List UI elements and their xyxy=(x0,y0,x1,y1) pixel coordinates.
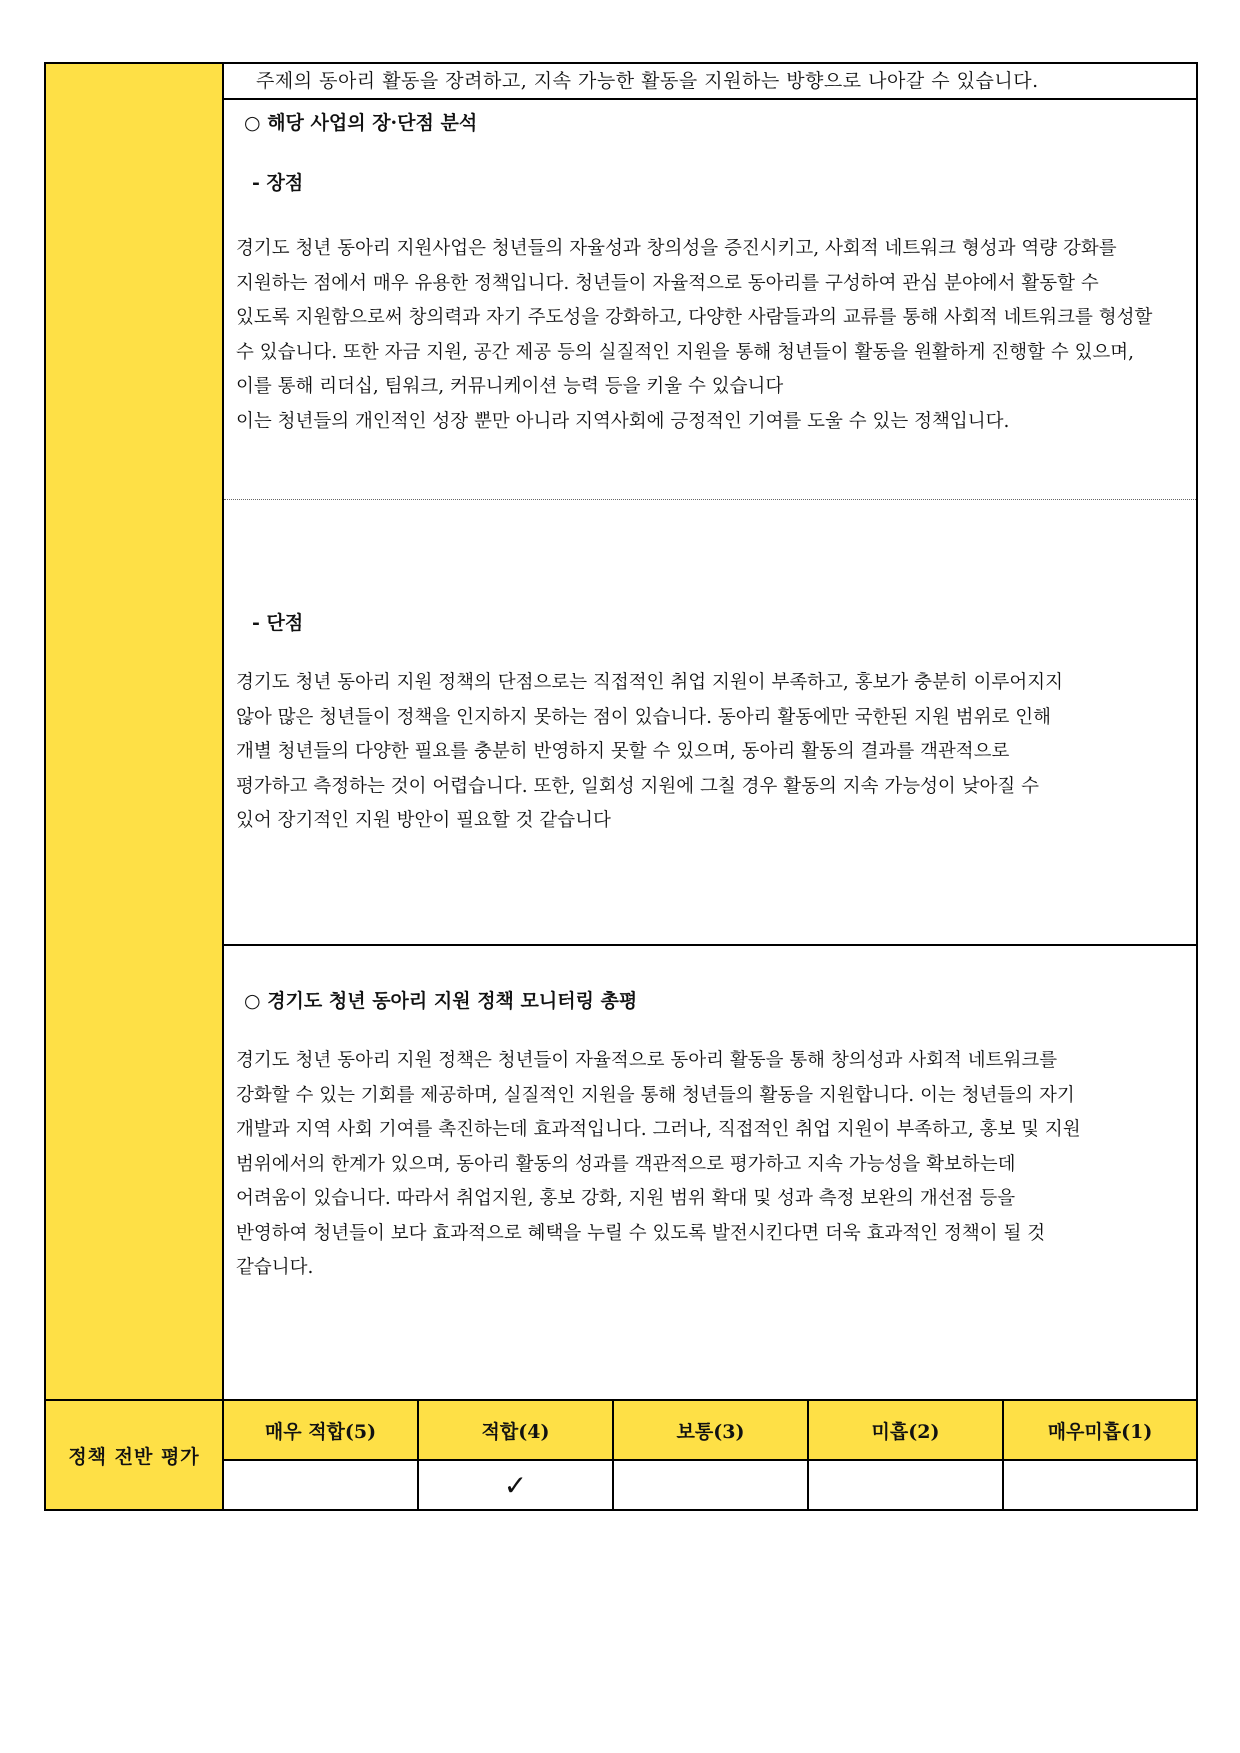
advantages-section xyxy=(224,100,1196,500)
advantages-title: - 장점 xyxy=(252,172,304,194)
rating-option-3: 보통(3) xyxy=(614,1401,809,1461)
disadvantages-title: - 단점 xyxy=(252,612,304,634)
summary-section xyxy=(224,946,1196,1399)
evaluation-table xyxy=(44,62,1198,1511)
continued-text-row: 주제의 동아리 활동을 장려하고, 지속 가능한 활동을 지원하는 방향으로 나아갈 수 있습니다. xyxy=(224,64,1196,100)
rating-cell-5[interactable] xyxy=(224,1461,419,1509)
analysis-heading: ○ 해당 사업의 장·단점 분석 xyxy=(244,112,478,134)
disadvantages-text: 경기도 청년 동아리 지원 정책의 단점으로는 직접적인 취업 지원이 부족하고, 홍보가 충분히 이루어지지 않아 많은 청년들이 정책을 인지하지 못하는 점이 있습니다. 동아리 활동에만 국한된 지원 범위로 인해 개별 청년들의 다양한 필요를 충분히 반영하지 못할 수 있으며, 동아리 활동의 결과를 객관적으로 평가하고 측정하는 것이 어렵습니다. 또한, 일회성 지원에 그칠 경우 활동의 지속 가능성이 낮아질 수 있어 장기적인 지원 방안이 필요할 것 같습니다 xyxy=(236,672,1064,831)
rating-table xyxy=(224,1399,1196,1509)
rating-option-4: 적합(4) xyxy=(419,1401,614,1461)
left-label-column xyxy=(46,64,224,1399)
summary-text: 경기도 청년 동아리 지원 정책은 청년들이 자율적으로 동아리 활동을 통해 창의성과 사회적 네트워크를 강화할 수 있는 기회를 제공하며, 실질적인 지원을 통해 청년들의 활동을 지원합니다. 이는 청년들의 자기 개발과 지역 사회 기여를 촉진하는데 효과적입니다. 그러나, 직접적인 취업 지원이 부족하고, 홍보 및 지원 범위에서의 한계가 있으며, 동아리 활동의 성과를 객관적으로 평가하고 지속 가능성을 확보하는데 어려움이 있습니다. 따라서 취업지원, 홍보 강화, 지원 범위 확대 및 성과 측정 보완의 개선점 등을 반영하여 청년들이 보다 효과적으로 혜택을 누릴 수 있도록 발전시킨다면 더욱 효과적인 정책이 될 것 같습니다. xyxy=(236,1050,1081,1278)
rating-cell-1[interactable] xyxy=(1004,1461,1196,1509)
rating-cell-2[interactable] xyxy=(809,1461,1004,1509)
disadvantages-section xyxy=(224,500,1196,946)
rating-cell-3[interactable] xyxy=(614,1461,809,1509)
rating-label: 정책 전반 평가 xyxy=(46,1399,224,1509)
advantages-text: 경기도 청년 동아리 지원사업은 청년들의 자율성과 창의성을 증진시키고, 사회적 네트워크 형성과 역량 강화를 지원하는 점에서 매우 유용한 정책입니다. 청년들이 자율적으로 동아리를 구성하여 관심 분야에서 활동할 수 있도록 지원함으로써 창의력과 자기 주도성을 강화하고, 다양한 사람들과의 교류를 통해 사회적 네트워크를 형성할 수 있습니다. 또한 자금 지원, 공간 제공 등의 실질적인 지원을 통해 청년들이 활동을 원활하게 진행할 수 있으며, 이를 통해 리더십, 팀워크, 커뮤니케이션 능력 등을 키울 수 있습니다 이는 청년들의 개인적인 성장 뿐만 아니라 지역사회에 긍정적인 기여를 도울 수 있는 정책입니다. xyxy=(236,238,1153,432)
summary-heading: ○ 경기도 청년 동아리 지원 정책 모니터링 총평 xyxy=(244,990,638,1012)
content-column xyxy=(224,64,1196,1399)
rating-option-5: 매우 적합(5) xyxy=(224,1401,419,1461)
rating-option-2: 미흡(2) xyxy=(809,1401,1004,1461)
checkmark-icon[interactable]: ✓ xyxy=(419,1461,614,1509)
rating-option-1: 매우미흡(1) xyxy=(1004,1401,1196,1461)
